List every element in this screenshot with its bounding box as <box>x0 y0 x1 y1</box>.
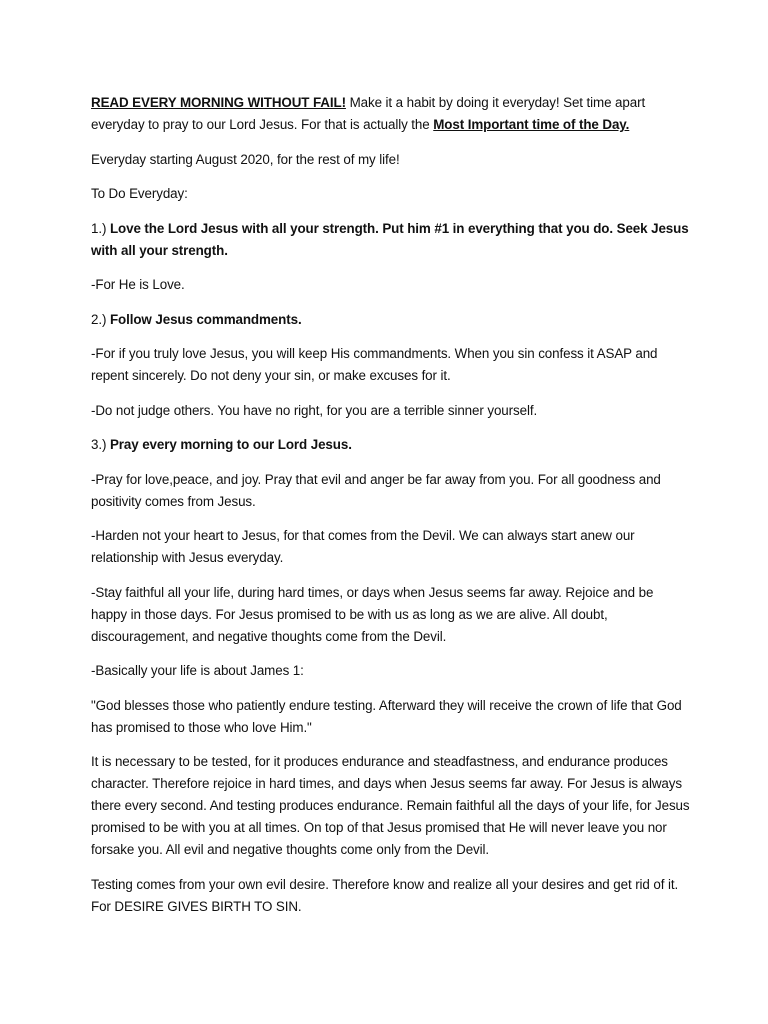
start-line: Everyday starting August 2020, for the rest of my life! <box>91 151 400 167</box>
item-2-text: Follow Jesus commandments. <box>109 311 302 327</box>
todo-heading: To Do Everyday: <box>91 186 188 201</box>
body-paragraph-2: Testing comes from your own evil desire. Therefore know and realize all your desires and get rid of it. For DESIRE GIVES BIRTH TO SIN. <box>91 876 679 914</box>
item-2-note-2: -Do not judge others. You have no right, for you are a terrible sinner yourself. <box>91 402 538 418</box>
item-3-note-4: -Basically your life is about James 1: <box>91 663 304 678</box>
intro-text: Make it a habit by doing it everyday! Set time apart everyday to pray to our Lord Jesus. For that is actually the <box>91 95 646 132</box>
item-1-number: 1.) <box>91 220 110 236</box>
item-3-note-2: -Harden not your heart to Jesus, for that comes from the Devil. We can always start anew our relationship with Jesus everyday. <box>91 528 635 565</box>
item-1-text: Love the Lord Jesus with all your strength. Put him #1 in everything that you do. Seek Jesus with all your strength. <box>91 220 689 258</box>
item-1 <box>91 218 691 262</box>
scripture-quote: "God blesses those who patiently endure testing. Afterward they will receive the crown of life that God has promised to those who love Him." <box>91 697 682 735</box>
intro-paragraph <box>91 92 691 136</box>
item-3 <box>91 434 691 456</box>
item-3-note-3: -Stay faithful all your life, during hard times, or days when Jesus seems far away. Rejoice and be happy in those days. For Jesus promised to be with us as long as we are alive. All doubt, discouragement, and negative thoughts come from the Devil. <box>91 584 654 644</box>
item-3-note-1: -Pray for love,peace, and joy. Pray that evil and anger be far away from you. For all goodness and positivity comes from Jesus. <box>91 471 661 509</box>
document-page <box>91 92 691 930</box>
item-2-number: 2.) <box>91 311 110 327</box>
item-2 <box>91 309 691 331</box>
intro-emphasis: Most Important time of the Day. <box>433 117 630 132</box>
item-3-number: 3.) <box>91 437 110 452</box>
intro-heading: READ EVERY MORNING WITHOUT FAIL! <box>91 95 346 110</box>
item-2-note-1: -For if you truly love Jesus, you will keep His commandments. When you sin confess it ASAP and repent sincerely. Do not deny your sin, or make excuses for it. <box>91 346 658 383</box>
item-3-text: Pray every morning to our Lord Jesus. <box>109 437 352 452</box>
body-paragraph-1: It is necessary to be tested, for it produces endurance and steadfastness, and endurance produces character. Therefore rejoice in hard times, and days when Jesus seems far away. For Jesus is always there every second. And testing produces endurance. Remain faithful all the days of your life, for Jesus promised to be with you at all times. On top of that Jesus promised that He will never leave you nor forsake you. All evil and negative thoughts come only from the Devil. <box>91 754 690 857</box>
item-1-note: -For He is Love. <box>91 277 185 292</box>
